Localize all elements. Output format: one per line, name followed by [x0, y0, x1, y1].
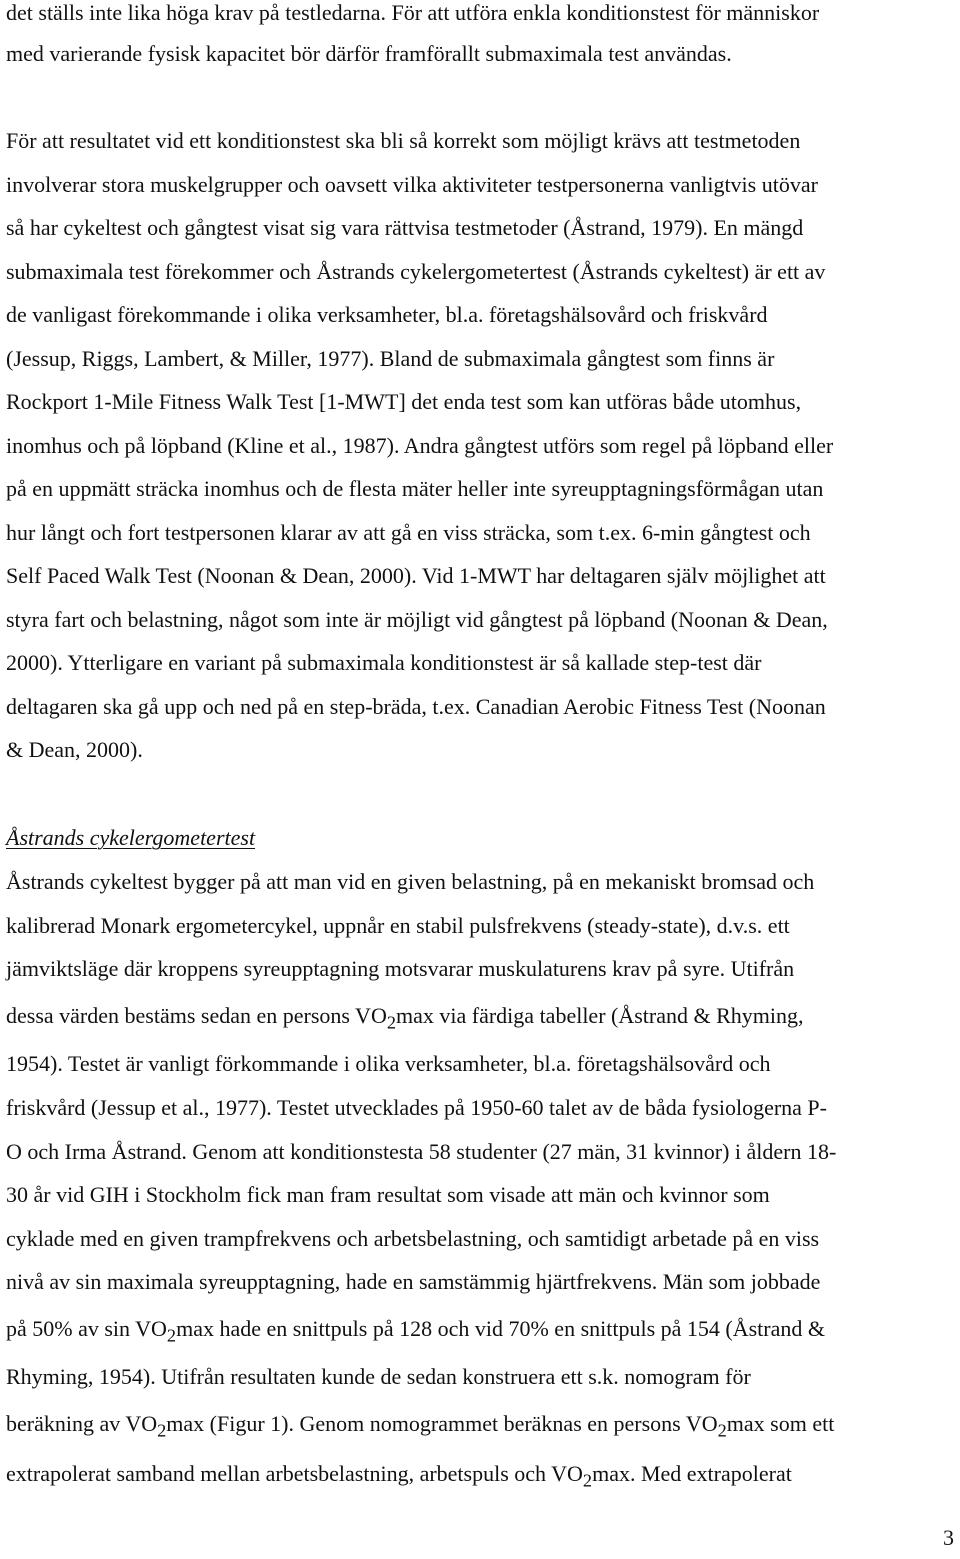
paragraph2-line-11-before: på 50% av sin VO — [6, 1316, 167, 1341]
paragraph1-line-8: inomhus och på löpband (Kline et al., 1987). Andra gångtest utförs som regel på löpband eller — [6, 433, 834, 458]
paragraph2-line-13 — [6, 1411, 834, 1443]
paragraph2-line-4-subscript: 2 — [386, 1012, 397, 1033]
paragraph2-line-13-after: max som ett — [726, 1411, 835, 1436]
paragraph2-line-3: jämviktsläge där kroppens syreupptagning motsvarar muskulaturens krav på syre. Utifrån — [6, 956, 795, 981]
paragraph2-line-8: 30 år vid GIH i Stockholm fick man fram resultat som visade att män och kvinnor som — [6, 1182, 770, 1207]
paragraph1-line-7: Rockport 1-Mile Fitness Walk Test [1-MWT] det enda test som kan utföras både utomhus, — [6, 389, 802, 414]
intro-line-1: det ställs inte lika höga krav på testledarna. För att utföra enkla konditionstest för människor — [6, 0, 820, 25]
paragraph2-line-14 — [6, 1461, 792, 1493]
paragraph1-line-2: involverar stora muskelgrupper och oavsett vilka aktiviteter testpersonerna vanligtvis utövar — [6, 172, 818, 197]
paragraph2-line-1: Åstrands cykeltest bygger på att man vid en given belastning, på en mekaniskt bromsad och — [6, 869, 815, 894]
intro-line-2: med varierande fysisk kapacitet bör därför framförallt submaximala test användas. — [6, 41, 732, 66]
paragraph2-line-14-subscript: 2 — [582, 1470, 593, 1491]
paragraph2-line-11 — [6, 1316, 825, 1348]
paragraph1-line-6: (Jessup, Riggs, Lambert, & Miller, 1977). Bland de submaximala gångtest som finns är — [6, 346, 775, 371]
paragraph2-line-11-subscript: 2 — [166, 1325, 177, 1346]
paragraph2-line-13-middle: max (Figur 1). Genom nomogrammet beräknas en persons VO — [166, 1411, 718, 1436]
paragraph2-line-4 — [6, 1003, 804, 1035]
paragraph1-line-3: så har cykeltest och gångtest visat sig vara rättvisa testmetoder (Åstrand, 1979). En mängd — [6, 215, 804, 240]
paragraph2-line-12: Rhyming, 1954). Utifrån resultaten kunde de sedan konstruera ett s.k. nomogram för — [6, 1364, 751, 1389]
paragraph2-line-14-before: extrapolerat samband mellan arbetsbelastning, arbetspuls och VO — [6, 1461, 583, 1486]
paragraph2-line-2: kalibrerad Monark ergometercykel, uppnår en stabil pulsfrekvens (steady-state), d.v.s. ett — [6, 913, 790, 938]
paragraph2-line-13-subscript-2: 2 — [717, 1420, 727, 1441]
paragraph1-line-5: de vanligast förekommande i olika verksamheter, bl.a. företagshälsovård och friskvård — [6, 302, 768, 327]
paragraph1-line-4: submaximala test förekommer och Åstrands cykelergometertest (Åstrands cykeltest) är ett av — [6, 259, 826, 284]
paragraph1-line-15: & Dean, 2000). — [6, 737, 143, 762]
paragraph1-line-1: För att resultatet vid ett konditionstest ska bli så korrekt som möjligt krävs att testmetoden — [6, 128, 801, 153]
paragraph2-line-9: cyklade med en given trampfrekvens och arbetsbelastning, och samtidigt arbetade på en viss — [6, 1226, 820, 1251]
paragraph2-line-6: friskvård (Jessup et al., 1977). Testet utvecklades på 1950-60 talet av de båda fysiologerna P- — [6, 1095, 827, 1120]
paragraph2-line-14-after: max. Med extrapolerat — [592, 1461, 792, 1486]
paragraph1-line-14: deltagaren ska gå upp och ned på en step-bräda, t.ex. Canadian Aerobic Fitness Test (Noonan — [6, 694, 826, 719]
section-heading: Åstrands cykelergometertest — [6, 825, 256, 850]
paragraph2-line-4-before: dessa värden bestäms sedan en persons VO — [6, 1003, 387, 1028]
page-number: 3 — [943, 1525, 954, 1550]
paragraph1-line-13: 2000). Ytterligare en variant på submaximala konditionstest är så kallade step-test där — [6, 650, 762, 675]
paragraph2-line-5: 1954). Testet är vanligt förkommande i olika verksamheter, bl.a. företagshälsovård och — [6, 1051, 771, 1076]
paragraph1-line-12: styra fart och belastning, något som inte är möjligt vid gångtest på löpband (Noonan & Dean, — [6, 607, 828, 632]
paragraph2-line-13-before: beräkning av VO — [6, 1411, 158, 1436]
paragraph2-line-4-after: max via färdiga tabeller (Åstrand & Rhyming, — [396, 1003, 804, 1028]
paragraph2-line-7: O och Irma Åstrand. Genom att konditionstesta 58 studenter (27 män, 31 kvinnor) i åldern 18- — [6, 1139, 837, 1164]
paragraph1-line-10: hur långt och fort testpersonen klarar av att gå en viss sträcka, som t.ex. 6-min gångtest och — [6, 520, 811, 545]
paragraph2-line-11-after: max hade en snittpuls på 128 och vid 70% en snittpuls på 154 (Åstrand & — [176, 1316, 825, 1341]
paragraph2-line-13-subscript: 2 — [157, 1420, 167, 1441]
paragraph1-line-9: på en uppmätt sträcka inomhus och de flesta mäter heller inte syreupptagningsförmågan utan — [6, 476, 824, 501]
paragraph1-line-11: Self Paced Walk Test (Noonan & Dean, 2000). Vid 1-MWT har deltagaren själv möjlighet att — [6, 563, 826, 588]
paragraph2-line-10: nivå av sin maximala syreupptagning, hade en samstämmig hjärtfrekvens. Män som jobbade — [6, 1269, 821, 1294]
